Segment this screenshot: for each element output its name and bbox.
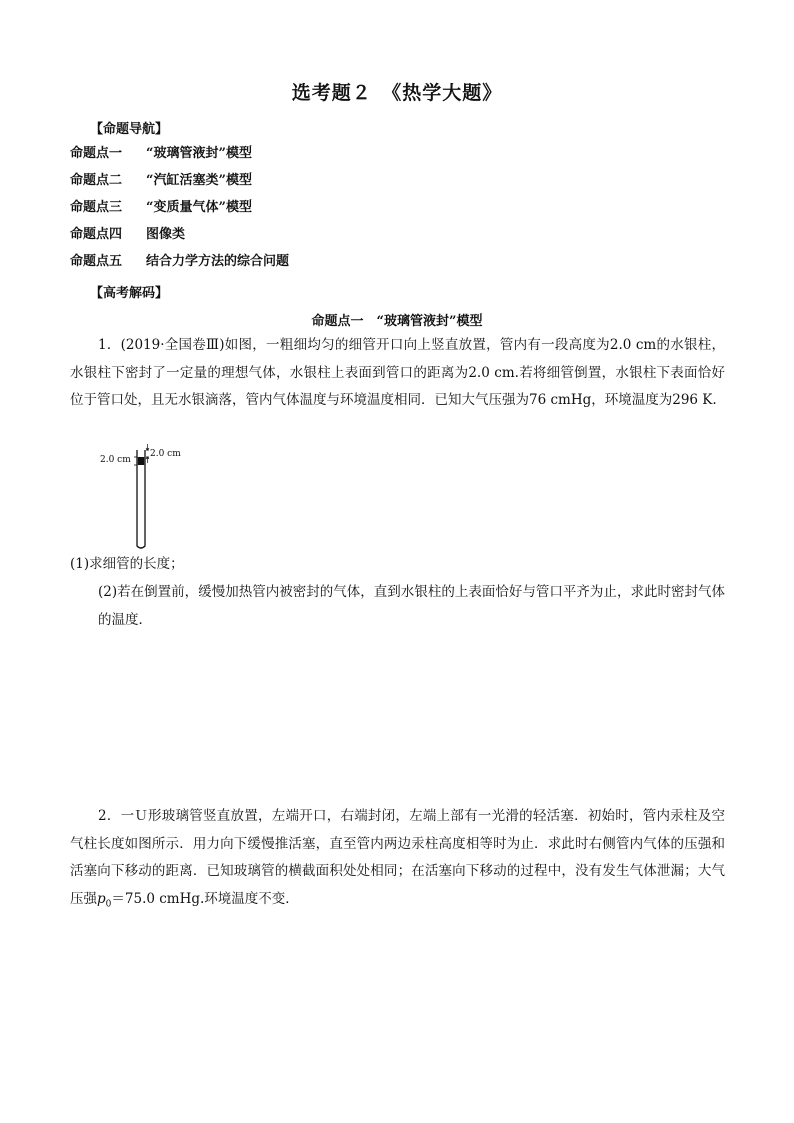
nav-item [70, 145, 289, 172]
question-2-text [70, 803, 725, 919]
question-1-text: 1．(2019·全国卷Ⅲ)如图，一粗细均匀的细管开口向上竖直放置，管内有一段高度为2.0 cm的水银柱，水银柱下密封了一定量的理想气体，水银柱上表面到管口的距离为2.0 cm.若将细管倒置，水银柱下表面恰好位于管口处，且无水银滴落，管内气体温度与环境温度相同．已知大气压强为76 cmHg，环境温度为296 K. [70, 337, 725, 408]
nav-item-num: 命题点一 [70, 146, 123, 161]
nav-item [70, 226, 289, 253]
fig-label-right: 2.0 cm [150, 449, 181, 459]
question-1-part-2-text: (2)若在倒置前，缓慢加热管内被密封的气体，直到水银柱的上表面恰好与管口平齐为止，求此时密封气体的温度． [98, 584, 725, 628]
nav-item-text: 图像类 [146, 227, 186, 242]
solve-header: 【高考解码】 [90, 286, 169, 301]
mercury-column [138, 457, 144, 465]
nav-list [70, 145, 289, 280]
nav-item-num: 命题点二 [70, 173, 123, 188]
arrow-up-icon [146, 457, 149, 463]
nav-item [70, 253, 289, 280]
question-1-part-1: (1)求细管的长度； [70, 556, 184, 572]
nav-item-text: “汽缸活塞类”模型 [146, 173, 252, 188]
nav-item-num: 命题点三 [70, 200, 123, 215]
nav-item-text: 结合力学方法的综合问题 [146, 254, 290, 269]
nav-item-num: 命题点五 [70, 254, 123, 269]
fig-label-left: 2.0 cm [100, 455, 131, 465]
nav-item-text: “玻璃管液封”模型 [146, 146, 252, 161]
p0-symbol: p [97, 890, 106, 907]
p0-subscript: 0 [105, 899, 112, 910]
question-2-text-before: 2．一Ｕ形玻璃管竖直放置，左端开口，右端封闭，左端上部有一光滑的轻活塞．初始时，管内汞柱及空气柱长度如图所示．用力向下缓慢推活塞，直至管内两边汞柱高度相等时为止．求此时右侧管内气体的压强和活塞向下移动的距离．已知玻璃管的横截面积处处相同；在活塞向下移动的过程中，没有发生气体泄漏；大气压强 [70, 808, 725, 907]
question-2-text-after: ＝75.0 cmHg.环境温度不变． [111, 890, 299, 907]
nav-item-text: “变质量气体”模型 [146, 200, 252, 215]
sub-title: 命题点一 “玻璃管液封”模型 [311, 314, 483, 329]
nav-item [70, 199, 289, 226]
tube-figure [98, 438, 208, 550]
page-title: 选考题２ 《热学大题》 [291, 82, 503, 104]
question-1-part-2 [70, 579, 725, 634]
nav-item [70, 172, 289, 199]
nav-header: 【命题导航】 [90, 122, 169, 137]
arrow-down-icon [146, 444, 149, 450]
nav-item-num: 命题点四 [70, 227, 123, 242]
